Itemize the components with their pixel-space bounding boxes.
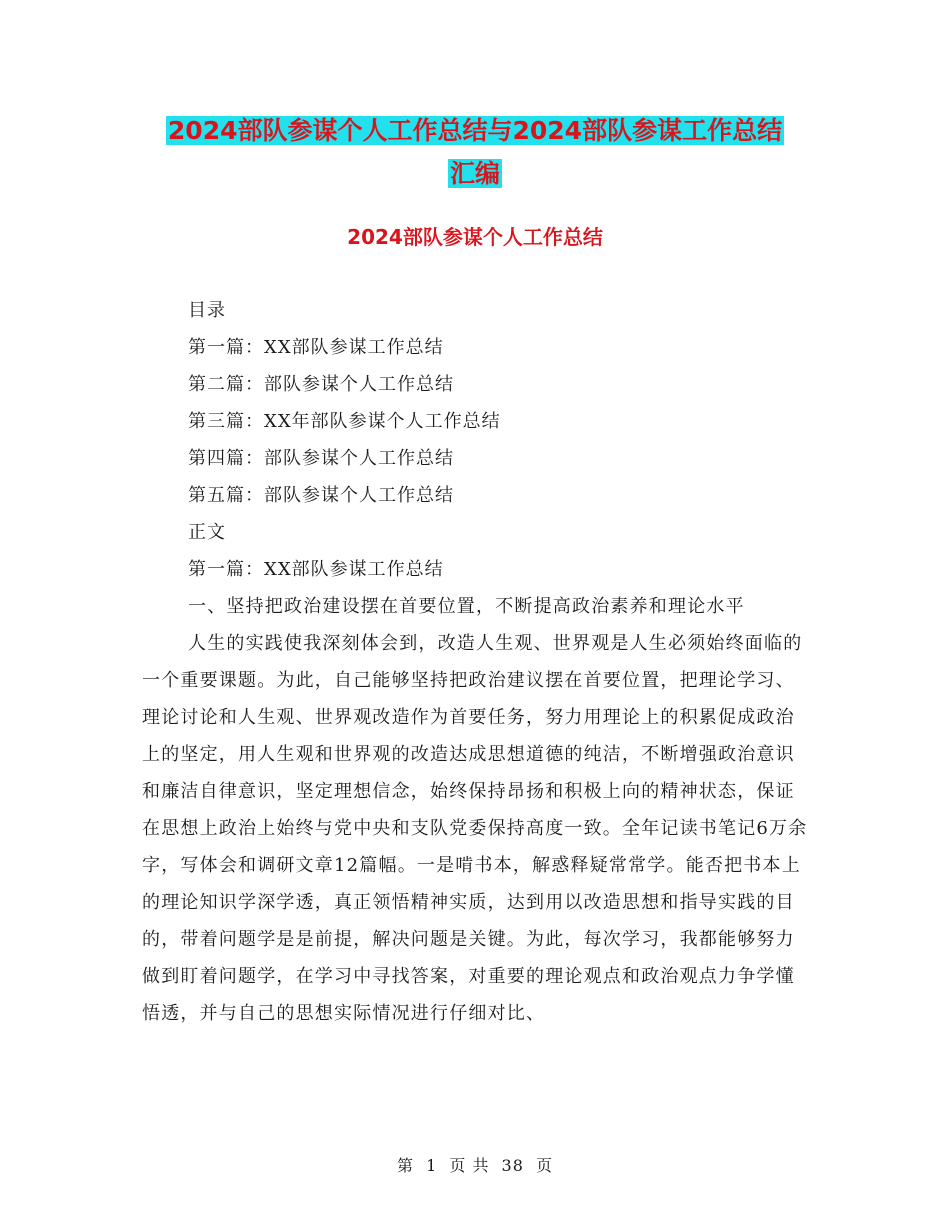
page-number: 1: [426, 1156, 438, 1175]
toc-heading: 目录: [188, 300, 226, 321]
toc-item-5: 第五篇：部队参谋个人工作总结: [188, 485, 454, 506]
toc-item-1: 第一篇：XX部队参谋工作总结: [188, 337, 444, 358]
footer-suffix: 页: [536, 1156, 554, 1175]
section-title: 2024部队参谋个人工作总结: [347, 225, 603, 249]
toc-item-2: 第二篇：部队参谋个人工作总结: [188, 374, 454, 395]
chapter-title: 第一篇：XX部队参谋工作总结: [188, 559, 444, 580]
total-pages: 38: [501, 1156, 524, 1175]
table-of-contents: [188, 292, 501, 588]
toc-item-4: 第四篇：部队参谋个人工作总结: [188, 448, 454, 469]
footer-middle: 页 共: [449, 1156, 490, 1175]
body-heading: 正文: [188, 522, 226, 543]
footer-prefix: 第: [396, 1156, 414, 1175]
toc-item-3: 第三篇：XX年部队参谋个人工作总结: [188, 411, 501, 432]
paragraph-heading: 一、坚持把政治建设摆在首要位置，不断提高政治素养和理论水平: [188, 596, 745, 617]
body-text: [142, 588, 812, 1032]
page-footer: [0, 1153, 950, 1176]
paragraph: 人生的实践使我深刻体会到，改造人生观、世界观是人生必须始终面临的一个重要课题。为此，自己能够坚持把政治建议摆在首要位置，把理论学习、理论讨论和人生观、世界观改造作为首要任务，努力用理论上的积累促成政治上的坚定，用人生观和世界观的改造达成思想道德的纯洁，不断增强政治意识和廉洁自律意识，坚定理想信念，始终保持昂扬和积极上向的精神状态，保证在思想上政治上始终与党中央和支队党委保持高度一致。全年记读书笔记6万余字，写体会和调研文章12篇幅。一是啃书本，解惑释疑常常学。能否把书本上的理论知识学深学透，真正领悟精神实质，达到用以改造思想和指导实践的目的，带着问题学是是前提，解决问题是关键。为此，每次学习，我都能够努力做到盯着问题学，在学习中寻找答案，对重要的理论观点和政治观点力争学懂悟透，并与自己的思想实际情况进行仔细对比、: [142, 633, 808, 1024]
document-title-line-1: 2024部队参谋个人工作总结与2024部队参谋工作总结: [167, 116, 783, 145]
document-title-line-2: 汇编: [449, 159, 500, 188]
